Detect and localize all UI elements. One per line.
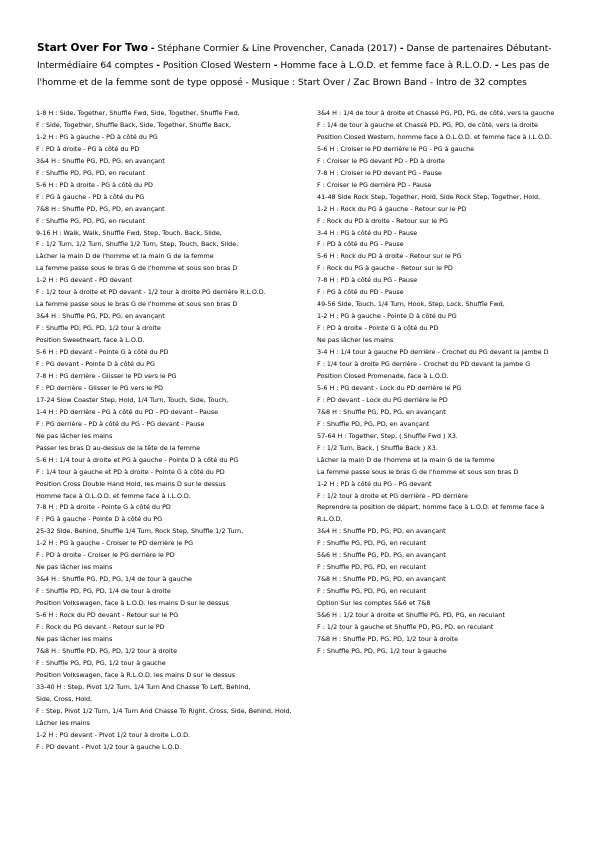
step-line: F : Step, Pivot 1/2 Turn, 1/4 Turn And Chasse To Right, Cross, Side, Behind, Hold, [36, 706, 292, 715]
step-line: 5-6 H : PG devant - Lock du PD derrière le PG [317, 383, 462, 392]
step-line: F : PD à côté du PG - Pause [317, 240, 404, 249]
step-line: F : 1/2 tour à gauche et Shuffle PD, PG, PD, en reculant [317, 622, 494, 631]
step-line: F : 1/4 tour à gauche et PD à droite - Pointe G à côté du PD [36, 467, 225, 476]
step-line: 5-6 H : Croiser le PD derrière le PG - PG à gauche [317, 144, 475, 153]
step-line: F : Croiser le PG derrière PD - Pause [317, 180, 432, 189]
step-line: Lâcher la main D de l'homme et la main G de la femme [36, 252, 214, 261]
step-line: 7&8 H : Shuffle PD, PG, PD, en avançant [317, 575, 446, 584]
step-line: Position Cross Double Hand Hold, les mains D sur le dessus [36, 479, 226, 488]
step-line: F : PD à droite - Croiser le PG derrière le PD [36, 551, 175, 560]
step-line: La femme passe sous le bras G de l'homme et sous son bras D [36, 300, 238, 309]
step-line: 1-2 H : PG devant - Pivot 1/2 tour à droite L.O.D. [36, 730, 191, 739]
step-line: 3-4 H : PG à côté du PD - Pause [317, 228, 418, 237]
step-line: F : Shuffle PD, PG, PD, en reculant [36, 168, 145, 177]
step-line: F : 1/2 Turn, Back, ( Shuffle Back ) X3. [317, 443, 438, 452]
step-line: Side, Cross, Hold, [36, 694, 93, 703]
step-line: 3&4 H : 1/4 de tour à droite et Chassé PG, PD, PG, de côté, vers la gauche [317, 109, 555, 117]
step-line: Homme face à O.L.O.D. et femme face à I.L.O.D. [36, 491, 191, 500]
step-line: Ne pas lâcher les mains [36, 431, 113, 440]
step-line: F : PD à droite - PG à côté du PD [36, 144, 140, 153]
step-line: 9-16 H : Walk, Walk, Shuffle Fwd, Step, Touch, Back, Slide, [36, 228, 222, 237]
step-line: 25-32 Side, Behind, Shuffle 1/4 Turn, Rock Step, Shuffle 1/2 Turn, [36, 527, 244, 536]
step-line: 33-40 H : Step, Pivot 1/2 Turn, 1/4 Turn And Chasse To Left, Behind, [36, 682, 251, 691]
step-line: F : Shuffle PD, PG, PD, en avançant [317, 419, 430, 428]
document-header [37, 40, 567, 92]
step-line: 3&4 H : Shuffle PG, PD, PG, en avançant [36, 312, 165, 321]
step-line: F : Shuffle PD, PG, PD, 1/2 tour à droite [36, 324, 161, 333]
step-line: Lâcher la main D de l'homme et la main G de la femme [317, 455, 495, 464]
step-line: Ne pas lâcher les mains [36, 634, 113, 643]
step-line: 1-2 H : PD à côté du PG - PG devant [317, 479, 432, 488]
step-line: F : 1/4 tour à droite PG derrière - Crochet du PD devant la jambe G [317, 360, 531, 369]
dance-level: Danse de partenaires Débutant-Intermédiaire 64 comptes [37, 44, 552, 71]
step-line: 1-2 H : PG à gauche - PD à côté du PG [36, 132, 158, 141]
step-line: F : Croiser le PG devant PD - PD à droite [317, 156, 445, 165]
step-line: 5-6 H : Rock du PD à droite - Retour sur le PG [317, 252, 462, 261]
step-line: La femme passe sous le bras G de l'homme et sous son bras D [36, 264, 238, 273]
step-line: Option Sur les comptes 5&6 et 7&8 [317, 599, 431, 608]
step-line: F : 1/2 Turn, 1/2 Turn, Shuffle 1/2 Turn, Step, Touch, Back, Slide, [36, 240, 239, 249]
step-line: F : PD à droite - Pointe G à côté du PD [317, 324, 439, 333]
right-step-column [317, 108, 567, 658]
step-line: F : Rock du PG devant - Retour sur le PD [36, 622, 165, 631]
step-line: 1-2 H : PG à gauche - Croiser le PD derrière le PG [36, 539, 194, 548]
step-line: F : Shuffle PG, PD, PG, en reculant [36, 216, 146, 225]
separator: - [156, 61, 161, 71]
separator: - [399, 44, 404, 54]
step-line: 7&8 H : Shuffle PG, PD, PG, en avançant [317, 407, 446, 416]
step-line: Position Sweetheart, face à L.O.D. [36, 336, 145, 345]
step-line: F : 1/2 tour à droite et PD devant - 1/2 tour à droite PG derrière R.L.O.D. [36, 288, 266, 297]
step-line: F : PD devant - Lock du PG derrière le PD [317, 395, 448, 404]
step-line: F : Rock du PD à droite - Retour sur le PG [317, 216, 448, 225]
step-line: Position Volkswagen, face à L.O.D. les mains D sur le dessus [36, 599, 229, 608]
step-line: F : PG devant - Pointe D à côté du PG [36, 360, 155, 369]
step-line: Ne pas lâcher les mains [317, 336, 394, 345]
separator: - [273, 61, 278, 71]
step-line: 1-4 H : PD derrière - PG à côté du PD - PD devant - Pause [36, 407, 219, 416]
dance-title: Start Over For Two [37, 42, 148, 54]
step-line: F : Shuffle PD, PG, PD, 1/4 de tour à droite [36, 587, 171, 596]
step-line: 41-48 Side Rock Step, Together, Hold, Side Rock Step, Together, Hold, [317, 192, 541, 201]
separator: - [150, 44, 155, 54]
step-line: F : PG à côté du PD - Pause [317, 288, 404, 297]
step-line: F : 1/2 tour à droite et PG derrière - PD derrière [317, 491, 468, 500]
step-line: 17-24 Slow Coaster Step, Hold, 1/4 Turn, Touch, Side, Touch, [36, 395, 229, 404]
step-line: F : Side, Together, Shuffle Back, Side, Together, Shuffle Back, [36, 120, 232, 129]
step-line: F : Rock du PG à gauche - Retour sur le PD [317, 264, 453, 273]
step-line: 7&8 H : Shuffle PD, PG, PD, 1/2 tour à droite [317, 634, 459, 643]
step-line: Lâcher les mains [36, 718, 90, 727]
step-line: F : PG à gauche - Pointe D à côté du PG [36, 515, 163, 524]
step-line: Ne pas lâcher les mains [36, 563, 113, 572]
step-line: Position Closed Promenade, face à L.O.D. [317, 371, 449, 380]
step-line: 5-6 H : 1/4 tour à droite et PG à gauche - Pointe D à côté du PG [36, 455, 239, 464]
step-line: 7&8 H : Shuffle PD, PG, PD, 1/2 tour à droite [36, 646, 178, 655]
step-line: 5-6 H : PD devant - Pointe G à côté du PD [36, 348, 169, 357]
step-line: La femme passe sous le bras G de l'homme et sous son bras D [317, 467, 519, 476]
step-line: Reprendre la position de départ, homme face à L.O.D. et femme face à R.L.O.D. [317, 503, 545, 524]
step-line: F : PD devant - Pivot 1/2 tour à gauche L.O.D. [36, 742, 182, 751]
step-line: 49-56 Side, Touch, 1/4 Turn, Hook, Step, Lock, Shuffle Fwd, [317, 300, 505, 309]
step-line: 1-2 H : PG à gauche - Pointe D à côté du PG [317, 312, 457, 321]
step-line: 7-8 H : PD à côté du PG - Pause [317, 276, 418, 285]
step-line: 7-8 H : Croiser le PD devant PG - Pause [317, 168, 442, 177]
step-line: 3&4 H : Shuffle PG, PD, PG, 1/4 de tour à gauche [36, 575, 192, 584]
step-line: F : Shuffle PG, PD, PG, 1/2 tour à gauche [36, 658, 166, 667]
step-line: 1-2 H : PG devant - PD devant [36, 276, 132, 285]
step-line: 7&8 H : Shuffle PD, PG, PD, en avançant [36, 204, 165, 213]
step-line: 5&6 H : 1/2 tour à droite et Shuffle PG, PD, PG, en reculant [317, 611, 505, 620]
step-line: 7-8 H : PD à droite - Pointe G à côté du PD [36, 503, 171, 512]
step-line: 7-8 H : PG derrière - Glisser le PD vers le PG [36, 371, 177, 380]
step-line: 3-4 H : 1/4 tour à gauche PD derrière - Crochet du PG devant la jambe D [317, 348, 549, 357]
step-line: Position Volkswagen, face à R.L.O.D. les mains D sur le dessus [36, 670, 236, 679]
step-line: Position Closed Western, homme face à O.L.O.D. et femme face à I.L.O.D. [317, 132, 552, 141]
left-step-column [36, 108, 298, 753]
step-line: 3&4 H : Shuffle PG, PD, PG, en avançant [36, 156, 165, 165]
step-line: F : Shuffle PG, PD, PG, 1/2 tour à gauche [317, 646, 447, 655]
step-line: 1-8 H : Side, Together, Shuffle Fwd, Side, Together, Shuffle Fwd, [36, 109, 240, 117]
start-position: Position Closed Western [162, 61, 271, 71]
step-line: 5&6 H : Shuffle PG, PD, PG, en avançant [317, 551, 446, 560]
step-line: F : PG derrière - PD à côté du PG - PG devant - Pause [36, 419, 205, 428]
step-line: F : Shuffle PG, PD, PG, en reculant [317, 539, 427, 548]
step-line: 1-2 H : Rock du PG à gauche - Retour sur le PD [317, 204, 467, 213]
step-line: 5-6 H : Rock du PD devant - Retour sur le PG [36, 611, 179, 620]
step-line: 3&4 H : Shuffle PD, PG, PD, en avançant [317, 527, 446, 536]
music-info: Les pas de l'homme et de la femme sont de type opposé - Musique : Start Over / Zac Brown Band - Intro de 32 comptes [37, 61, 550, 88]
step-line: 5-6 H : PD à droite - PG à côté du PD [36, 180, 153, 189]
step-line: F : PD derrière - Glisser le PG vers le PD [36, 383, 163, 392]
step-line: Passer les bras D au-dessus de la tête de la femme [36, 443, 200, 452]
step-line: F : Shuffle PG, PD, PG, en reculant [317, 587, 427, 596]
facing-direction: Homme face à L.O.D. et femme face à R.L.O.D. [280, 61, 493, 71]
step-line: F : 1/4 de tour à gauche et Chassé PD, PG, PD, de côté, vers la droite [317, 120, 538, 129]
choreographers: Stéphane Cormier & Line Provencher, Canada (2017) [157, 44, 397, 54]
separator: - [494, 61, 499, 71]
step-line: 57-64 H : Together, Step, ( Shuffle Fwd ) X3. [317, 431, 458, 440]
step-line: F : PG à gauche - PD à côté du PG [36, 192, 145, 201]
step-line: F : Shuffle PD, PG, PD, en reculant [317, 563, 426, 572]
